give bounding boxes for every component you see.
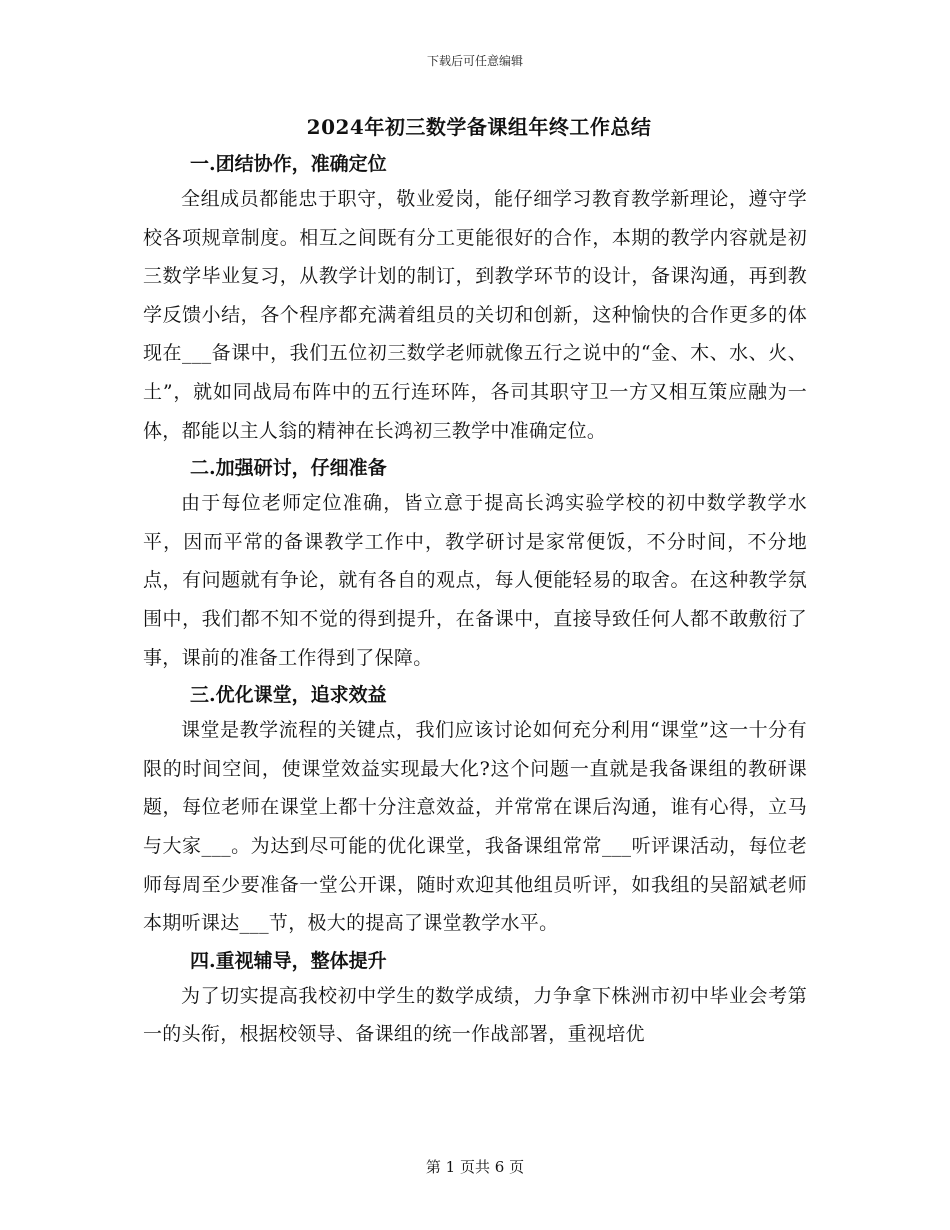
section-heading: 二.加强研讨，仔细准备 xyxy=(190,457,387,480)
section-2 xyxy=(143,452,807,677)
section-paragraph: 课堂是教学流程的关键点，我们应该讨论如何充分利用“课堂”这一十分有限的时间空间，使课堂效益实现最大化?这个问题一直就是我备课组的教研课题，每位老师在课堂上都十分注意效益，并常常在课后沟通，谁有心得，立马与大家___。为达到尽可能的优化课堂，我备课组常常___听评课活动，每位老师每周至少要准备一堂公开课，随时欢迎其他组员听评，如我组的吴韶斌老师本期听课达___节，极大的提高了课堂教学水平。 xyxy=(143,719,807,935)
document-title: 2024年初三数学备课组年终工作总结 xyxy=(306,115,652,139)
section-heading: 三.优化课堂，追求效益 xyxy=(190,684,387,707)
section-heading: 四.重视辅导，整体提升 xyxy=(190,949,387,972)
document-body xyxy=(143,112,807,1056)
section-paragraph: 全组成员都能忠于职守，敬业爱岗，能仔细学习教育教学新理论，遵守学校各项规章制度。相互之间既有分工更能很好的合作，本期的教学内容就是初三数学毕业复习，从教学计划的制订，到教学环节的设计，备课沟通，再到教学反馈小结，各个程序都充满着组员的关切和创新，这种愉快的合作更多的体现在___备课中，我们五位初三数学老师就像五行之说中的“金、木、水、火、土”，就如同战局布阵中的五行连环阵，各司其职守卫一方又相互策应融为一体，都能以主人翁的精神在长鸿初三教学中准确定位。 xyxy=(143,188,807,442)
page-number: 第 1 页共 6 页 xyxy=(425,1158,525,1176)
page-header-note: 下载后可任意编辑 xyxy=(426,54,523,68)
section-heading: 一.团结协作，准确定位 xyxy=(190,153,387,175)
section-3 xyxy=(143,679,807,943)
section-paragraph: 由于每位老师定位准确，皆立意于提高长鸿实验学校的初中数学教学水平，因而平常的备课教学工作中，教学研讨是家常便饭，不分时间，不分地点，有问题就有争论，就有各自的观点，每人便能轻易的取舍。在这种教学氛围中，我们都不知不觉的得到提升，在备课中，直接导致任何人都不敢敷衍了事，课前的准备工作得到了保障。 xyxy=(143,492,807,669)
section-1 xyxy=(143,148,807,450)
section-4 xyxy=(143,945,807,1054)
section-paragraph: 为了切实提高我校初中学生的数学成绩，力争拿下株洲市初中毕业会考第一的头衔，根据校领导、备课组的统一作战部署，重视培优 xyxy=(143,984,807,1046)
